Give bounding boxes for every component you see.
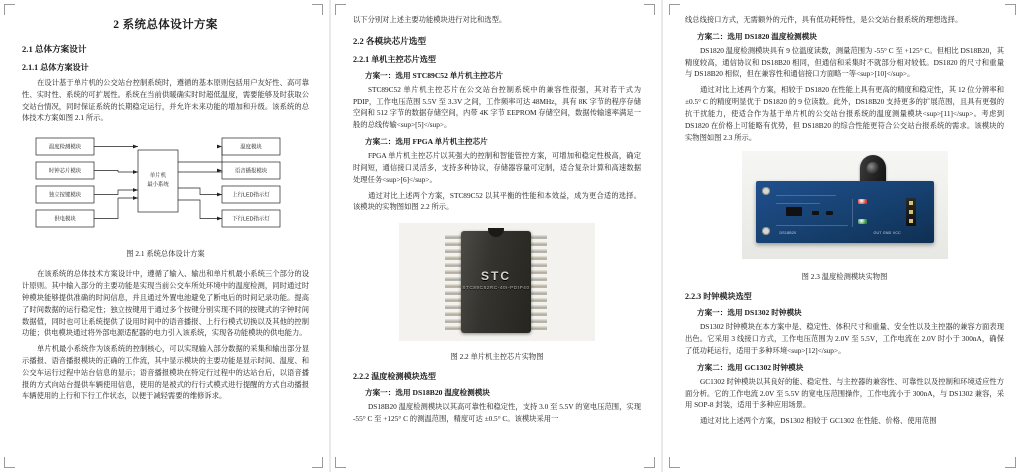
figure-caption-2-1: 图 2.1 系统总体设计方案 [126, 249, 205, 259]
svg-text:供电模块: 供电模块 [54, 216, 76, 223]
pcb-resistor [826, 211, 833, 215]
paragraph: 以下分别对上述主要功能模块进行对比和选型。 [353, 15, 507, 24]
figure-sensor-photo [685, 149, 1004, 267]
crop-mark [4, 4, 15, 15]
pcb-led-signal [858, 219, 867, 224]
plan-heading: 方案一：选用 DS1302 时钟模块 [697, 308, 802, 318]
svg-text:独立按键模块: 独立按键模块 [48, 192, 82, 199]
crop-mark [669, 457, 680, 468]
svg-text:温度模块: 温度模块 [240, 144, 262, 151]
pcb-silk-right: OUT GND VCC [873, 231, 901, 236]
subsection-heading-2-1-1: 2.1.1 总体方案设计 [22, 63, 89, 72]
section-heading-2-1: 2.1 总体方案设计 [22, 44, 87, 54]
page-right [663, 0, 1024, 472]
sensor-pcb [756, 181, 934, 243]
pcb-ic [786, 207, 802, 216]
mcu-chip-body [461, 231, 531, 333]
chapter-title: 2 系统总体设计方案 [113, 19, 218, 31]
paragraph: 通过对比上述两个方案，相较于 DS1820 在性能上具有更高的精度和稳定性，其 12 位分辨率和 ±0.5° C 的精度明显优于 DS1820 的 9 位读数。此外，DS18B20 支持更多的扩展范围，且具有更强的抗干扰能力，使适合作为基于单片机的公交站台报系统的温度测量模块<sup>[11]</sup>。考虑到 DS1820 在价格上可能略有优势，但 DS18B20 的综合性能更符合公交站台报系统的需求。该模块的实物图如图 2.3 所示。 [685, 85, 1004, 142]
mcu-pins-right [531, 233, 547, 331]
pcb-pin-header [906, 198, 916, 226]
figure-caption-2-2: 图 2.2 单片机主控芯片实物图 [450, 352, 544, 362]
page-middle [331, 0, 661, 472]
crop-mark [644, 4, 655, 15]
mcu-silk-sub: STC89C52RC-40I-PDIP40 [462, 285, 530, 291]
paragraph: 通过对比上述两个方案，STC89C52 以其平衡的性能和本效益，成为更合适的选择。该模块的实物图如图 2.2 所示。 [353, 190, 641, 212]
crop-mark [312, 457, 323, 468]
section-heading-2-2: 2.2 各模块芯片选型 [353, 35, 427, 46]
block-diagram-svg [22, 132, 309, 244]
plan-heading: 方案二：选用 GC1302 时钟模块 [697, 362, 804, 372]
subsection-heading-2-2-2: 2.2.2 温度检测模块选型 [353, 372, 436, 382]
paragraph: STC89C52 单片机主控芯片在公交站台控制系统中的兼容性很强，其对若干式为 PDIP，工作电压范围 5.5V 至 3.3V 之间，工作频率可达 48MHz，具有 8K 字节的程序存储空间和 512 字节的数据存储空间，内带 4K 字节 EEPROM 存储空间，数据传输速率满足一般的总线传输<sup>[5]</sup>。 [353, 84, 641, 130]
subsection-heading-2-2-3: 2.2.3 时钟模块选型 [685, 292, 752, 302]
paragraph: DS1820 温度检测模块具有 9 位温度读数，测量范围为 -55° C 至 +125° C。但相比 DS18B20，其精度较高，通信协议和 DS18B20 相同，但通信和采集时不就部分相对较低。DS1820 的尺寸和重量与 DS18B20 相似，但在兼容性和通信接口方面略一等<sup>[10]</sup>。 [685, 45, 1004, 79]
crop-mark [312, 4, 323, 15]
plan-heading: 方案二：选用 FPGA 单片机主控芯片 [365, 137, 488, 147]
pcb-mount-hole [762, 227, 770, 235]
pcb-resistor [812, 211, 819, 215]
paragraph: FPGA 单片机主控芯片以其强大的控制和智能管控方案，可增加和稳定性极高，确定时间短，通信接口灵活多，支持多种协议，存储器容量可定制，适合复杂计算和高速数据处理任务<sup>[6]</sup>。 [353, 151, 641, 184]
crop-mark [669, 4, 680, 15]
pcb-silk-left: DS18B20 [779, 231, 797, 236]
mcu-photo-frame [399, 223, 595, 341]
figure-caption-2-3: 图 2.3 温度检测模块实物图 [801, 272, 888, 282]
paragraph: DS1302 时钟模块在本方案中是、稳定性、体积尺寸和重量、安全性以及主控器的兼容方面表现出色。它采用 3 线接口方式，工作电压范围为 2.0V 至 5.5V，工作电流在 2.0V 时小于 300nA，确保了低功耗运行，适用于多种环境<sup>[12]</sup>。 [685, 322, 1004, 355]
subsection-heading-2-2-1: 2.2.1 单机主控芯片选型 [353, 54, 436, 64]
svg-text:单片机: 单片机 [149, 173, 167, 180]
crop-mark [1005, 4, 1016, 15]
pcb-led-power [858, 199, 867, 204]
paragraph: 单片机最小系统作为该系统的控制核心，可以实现输入部分数据的采集和输出部分显示播报、语音播报模块的正确的工作流，其中显示模块的主要功能是显示时间、温度、和公交车运行过程中站台信息的显示；语音播报模块在特定行过程中的达站台后，以语音播报的方式向站台提供车辆使用信息，使用的是被式的行行式模式进行提醒的方式自动播报车辆使用的上行和下行工作状态，以便于减轻需要的维修诉求。 [22, 344, 309, 401]
svg-text:时钟芯片模块: 时钟芯片模块 [48, 168, 82, 175]
sensor-lens [866, 162, 879, 175]
paragraph: 在设计基于单片机的公交站台控制系统时，遵循的基本原则包括用户友好性、高可靠性、实时性、系统的可扩展性。系统在当前供暖确实时时超低温度，需要能够及时获取公交站台情况，同时保证系统的长期稳定运行，并允许未来功能的增加和升级。该系统的总体技术方案如图 2.1 所示。 [22, 78, 309, 123]
figure-mcu-photo [353, 219, 641, 347]
plan-heading: 方案一：选用 STC89C52 单片机主控芯片 [365, 70, 503, 80]
page-left [0, 0, 329, 472]
crop-mark [4, 457, 15, 468]
crop-mark [335, 4, 346, 15]
plan-heading: 方案二：选用 DS1820 温度检测模块 [697, 31, 817, 41]
svg-text:下行LED指示灯: 下行LED指示灯 [232, 216, 270, 223]
paragraph: 通过对比上述两个方案，DS1302 相较于 GC1302 在性能、价格、使用范围 [700, 416, 937, 426]
svg-text:语音播报模块: 语音播报模块 [234, 168, 268, 175]
paragraph: 在该系统的总体技术方案设计中，遵循了输入、输出和单片机最小系统三个部分的设计原则。其中输入部分的主要功能是实现当前公交车所处环境中的温度检测，同时通过时钟模块能够提供准确的时间信息，并且通过外置电池避免了断电后的时间记录功能。提高了时间数据的运行稳定性；独立按键用于通过多个按键分别实现不同的按键式的字钟时间数据值，同时也可让系统提供了设用时间中的语音播报、上行行模式切换以及其他的控制功能；供电模块通过将外部电源适配器的电力引入该系统，实现各功能模块的供电能力。 [22, 269, 309, 338]
paragraph: 线总线接口方式，无需额外的元件，具有低功耗特性，是公交站台报系统的理想选择。 [685, 15, 963, 24]
crop-mark [335, 457, 346, 468]
sensor-photo-frame [742, 151, 948, 259]
mcu-silk-main: STC [481, 269, 511, 284]
plan-heading: 方案一：选用 DS18B20 温度检测模块 [365, 388, 490, 398]
crop-mark [644, 457, 655, 468]
pcb-mount-hole [762, 187, 770, 195]
svg-text:温度检测模块: 温度检测模块 [48, 144, 82, 151]
figure-system-block-diagram [22, 132, 309, 244]
mcu-pins-left [445, 233, 461, 331]
paragraph: DS18B20 温度检测模块以其高可靠性和稳定性，支持 3.0 至 5.5V 的宽电压范围，实现 -55° C 至 +125° C 的测温范围，精度可达 ±0.5° C。该模块采用一 [353, 402, 641, 423]
paragraph: GC1302 时钟模块以其良好的能、稳定性、与主控器的兼容性、可靠性以及控制和环境适应性方面分析。它的工作电流 2.0V 至 5.5V 的宽电压范围操作，工作电流小于 300nA，与 DS1302 兼容，采用 SOP-8 封装，适用于多种应用场景。 [685, 376, 1004, 410]
mcu-notch [488, 228, 504, 237]
svg-text:上行LED指示灯: 上行LED指示灯 [232, 192, 270, 199]
mcu-silkscreen [461, 269, 531, 290]
svg-text:最小系统: 最小系统 [147, 182, 169, 189]
crop-mark [1005, 457, 1016, 468]
